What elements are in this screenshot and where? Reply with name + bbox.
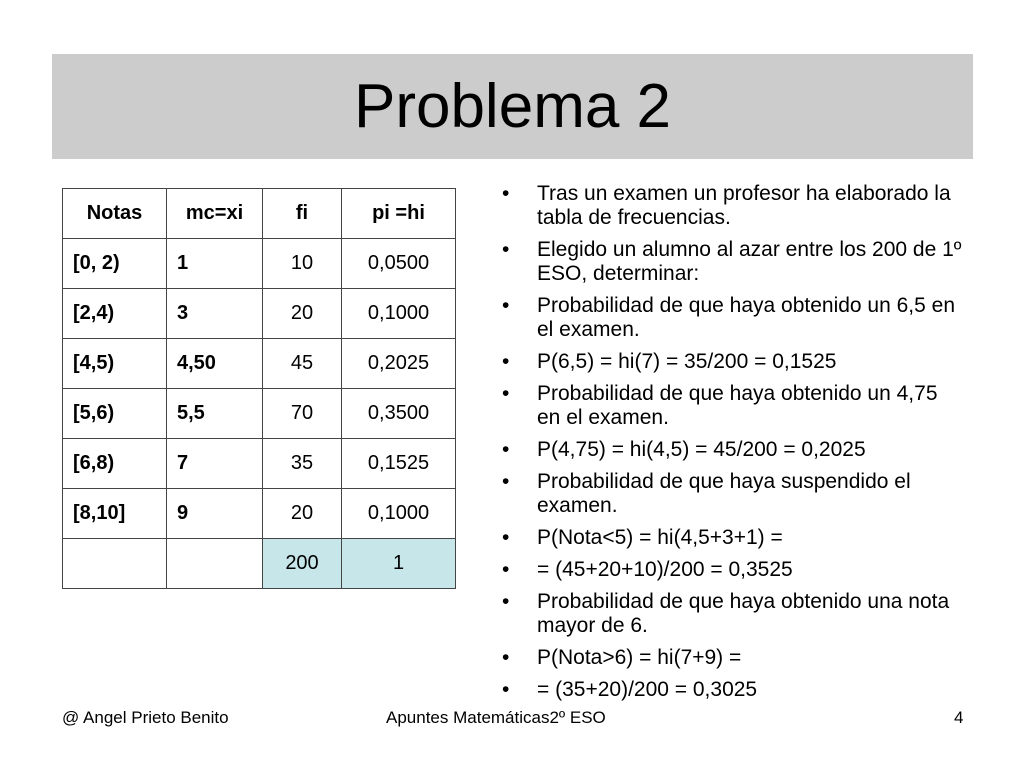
bullet-item [496,470,966,518]
cell-fi: 10 [263,239,342,289]
bullet-item [496,350,966,374]
cell-notas: [6,8) [63,439,167,489]
bullet-item [496,558,966,582]
table-row [63,489,456,539]
bullet-item [496,590,966,638]
bullet-text: Tras un examen un profesor ha elaborado la tabla de frecuencias. [537,182,951,229]
bullet-text: Probabilidad de que haya obtenido una nota mayor de 6. [537,590,950,637]
bullet-icon: • [502,182,510,205]
cell-notas: [8,10] [63,489,167,539]
bullet-text: P(6,5) = hi(7) = 35/200 = 0,1525 [537,350,837,373]
cell-notas: [4,5) [63,339,167,389]
bullet-text: Elegido un alumno al azar entre los 200 de 1º ESO, determinar: [537,238,962,285]
cell-fi: 45 [263,339,342,389]
bullet-item [496,382,966,430]
bullet-text: Probabilidad de que haya suspendido el examen. [537,470,911,517]
bullet-icon: • [502,350,510,373]
bullet-icon: • [502,238,510,261]
bullet-item [496,526,966,550]
cell-mc: 4,50 [167,339,263,389]
header-pi: pi =hi [342,189,456,239]
bullet-list [496,182,966,710]
bullet-text: = (45+20+10)/200 = 0,3525 [537,558,793,581]
bullet-item [496,678,966,702]
bullet-item [496,294,966,342]
bullet-icon: • [502,590,510,613]
bullet-text: P(Nota<5) = hi(4,5+3+1) = [537,526,783,549]
cell-mc: 5,5 [167,389,263,439]
cell-mc: 9 [167,489,263,539]
frequency-table [62,188,456,589]
bullet-icon: • [502,526,510,549]
bullet-text: Probabilidad de que haya obtenido un 4,75 en el examen. [537,382,938,429]
cell-notas: [2,4) [63,289,167,339]
footer-page-number: 4 [954,708,964,727]
total-pi: 1 [342,539,456,589]
total-empty-cell [167,539,263,589]
cell-pi: 0,1000 [342,289,456,339]
cell-pi: 0,1525 [342,439,456,489]
slide-title: Problema 2 [353,71,672,141]
cell-notas: [5,6) [63,389,167,439]
bullet-icon: • [502,470,510,493]
cell-fi: 70 [263,389,342,439]
cell-mc: 3 [167,289,263,339]
table-header-row [63,189,456,239]
bullet-text: P(Nota>6) = hi(7+9) = [537,646,742,669]
table-row [63,339,456,389]
bullet-text: Probabilidad de que haya obtenido un 6,5 en el examen. [537,294,956,341]
bullet-item [496,182,966,230]
cell-fi: 20 [263,289,342,339]
bullet-item [496,438,966,462]
cell-fi: 20 [263,489,342,539]
title-bar [52,54,973,159]
bullet-icon: • [502,678,510,701]
cell-pi: 0,1000 [342,489,456,539]
header-mc: mc=xi [167,189,263,239]
cell-mc: 7 [167,439,263,489]
table-row [63,239,456,289]
cell-pi: 0,2025 [342,339,456,389]
header-fi: fi [263,189,342,239]
table-total-row [63,539,456,589]
bullet-icon: • [502,382,510,405]
bullet-item [496,238,966,286]
total-fi: 200 [263,539,342,589]
cell-pi: 0,0500 [342,239,456,289]
bullet-icon: • [502,646,510,669]
cell-notas: [0, 2) [63,239,167,289]
total-empty-cell [63,539,167,589]
bullet-icon: • [502,558,510,581]
bullet-text: = (35+20)/200 = 0,3025 [537,678,758,701]
cell-mc: 1 [167,239,263,289]
bullet-icon: • [502,294,510,317]
header-notas: Notas [63,189,167,239]
table-row [63,289,456,339]
table-row [63,389,456,439]
table-row [63,439,456,489]
footer-course: Apuntes Matemáticas2º ESO [386,708,606,727]
bullet-text: P(4,75) = hi(4,5) = 45/200 = 0,2025 [537,438,866,461]
cell-pi: 0,3500 [342,389,456,439]
cell-fi: 35 [263,439,342,489]
bullet-icon: • [502,438,510,461]
bullet-item [496,646,966,670]
footer-author: @ Angel Prieto Benito [62,708,229,727]
